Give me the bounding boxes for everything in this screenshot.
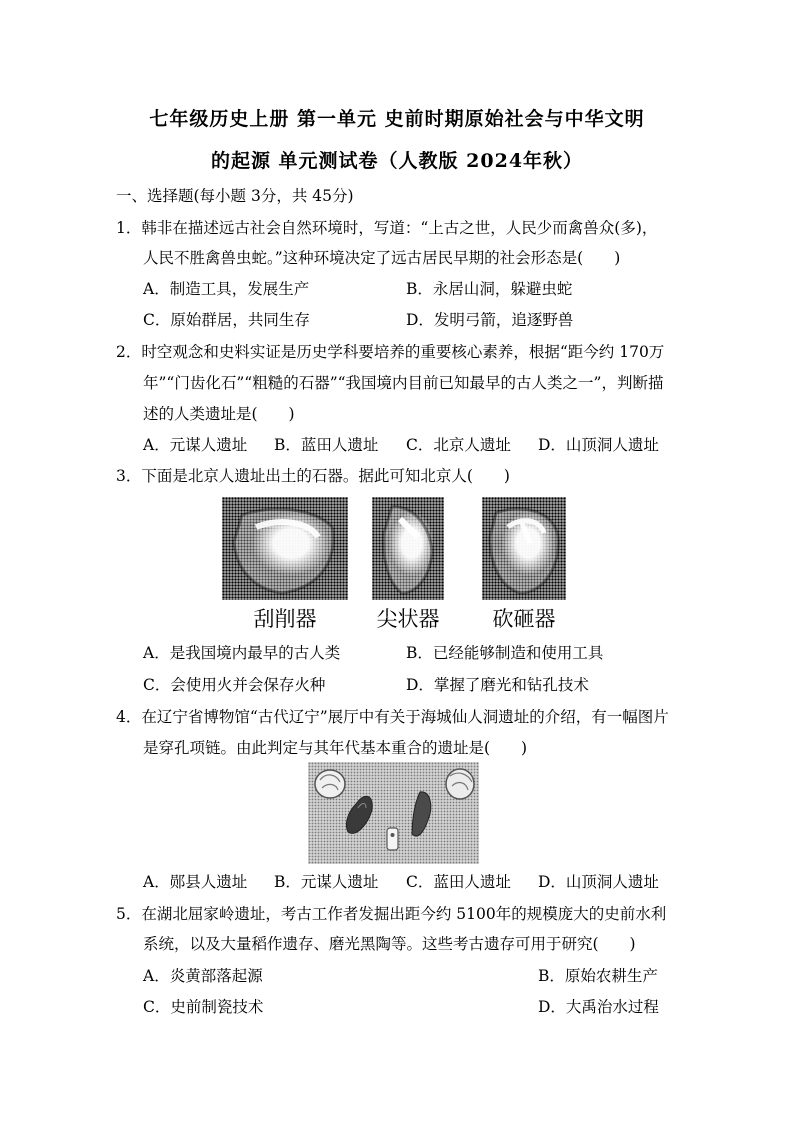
- question-text-line: 4．在辽宁省博物馆“古代辽宁”展厅中有关于海城仙人洞遗址的介绍，有一幅图片: [116, 708, 669, 726]
- page-title-line-2: 的起源 单元测试卷（人教版 2024年秋）: [210, 150, 584, 172]
- option-c: C．北京人遗址: [406, 436, 511, 454]
- question-text-line: 人民不胜禽兽虫蛇。”这种环境决定了远古居民早期的社会形态是( ): [143, 249, 621, 267]
- scraper-label: 刮削器: [253, 607, 317, 631]
- option-d: D．山顶洞人遗址: [538, 436, 659, 454]
- option-b: B．蓝田人遗址: [274, 436, 379, 454]
- section-heading: 一、选择题(每小题 3分，共 45分): [116, 187, 354, 205]
- option-c: C．蓝田人遗址: [406, 873, 511, 891]
- question-text-line: 年”“门齿化石”“粗糙的石器”“我国境内目前已知最早的古人类之一”，判断描: [143, 374, 664, 392]
- option-d: D．大禹治水过程: [538, 998, 659, 1016]
- scraper-stone-image: [222, 497, 348, 600]
- pierced-necklace-image: [308, 762, 479, 864]
- question-text-line: 3．下面是北京人遗址出土的石器。据此可知北京人( ): [116, 467, 510, 485]
- option-c: C．会使用火并会保存火种: [143, 676, 326, 694]
- question-text-line: 2．时空观念和史料实证是历史学科要培养的重要核心素养，根据“距今约 170万: [116, 343, 665, 361]
- chopper-label: 砍砸器: [492, 607, 556, 631]
- chopper-stone-image: [482, 497, 566, 600]
- option-d: D．发明弓箭，追逐野兽: [406, 311, 574, 329]
- option-d: D．山顶洞人遗址: [538, 873, 659, 891]
- page-title-line-1: 七年级历史上册 第一单元 史前时期原始社会与中华文明: [149, 108, 645, 130]
- option-b: B．永居山洞，躲避虫蛇: [406, 280, 573, 298]
- question-text-line: 1．韩非在描述远古社会自然环境时，写道：“上古之世，人民少而禽兽众(多)，: [116, 219, 658, 237]
- option-c: C．原始群居，共同生存: [143, 311, 310, 329]
- question-text-line: 系统，以及大量稻作遗存、磨光黑陶等。这些考古遗存可用于研究( ): [143, 935, 636, 953]
- option-c: C．史前制瓷技术: [143, 998, 264, 1016]
- option-b: B．已经能够制造和使用工具: [406, 644, 604, 662]
- option-a: A．炎黄部落起源: [143, 967, 263, 985]
- option-b: B．原始农耕生产: [538, 967, 658, 985]
- question-text-line: 述的人类遗址是( ): [143, 405, 295, 423]
- option-d: D．掌握了磨光和钻孔技术: [406, 676, 589, 694]
- question-text-line: 是穿孔项链。由此判定与其年代基本重合的遗址是( ): [143, 739, 528, 757]
- point-label: 尖状器: [376, 607, 440, 631]
- option-a: A．元谋人遗址: [143, 436, 248, 454]
- question-text-line: 5．在湖北屈家岭遗址，考古工作者发掘出距今约 5100年的规模庞大的史前水利: [116, 905, 667, 923]
- option-a: A．郧县人遗址: [143, 873, 248, 891]
- option-b: B．元谋人遗址: [274, 873, 379, 891]
- point-stone-image: [372, 497, 444, 600]
- option-a: A．制造工具，发展生产: [143, 280, 310, 298]
- option-a: A．是我国境内最早的古人类: [143, 644, 341, 662]
